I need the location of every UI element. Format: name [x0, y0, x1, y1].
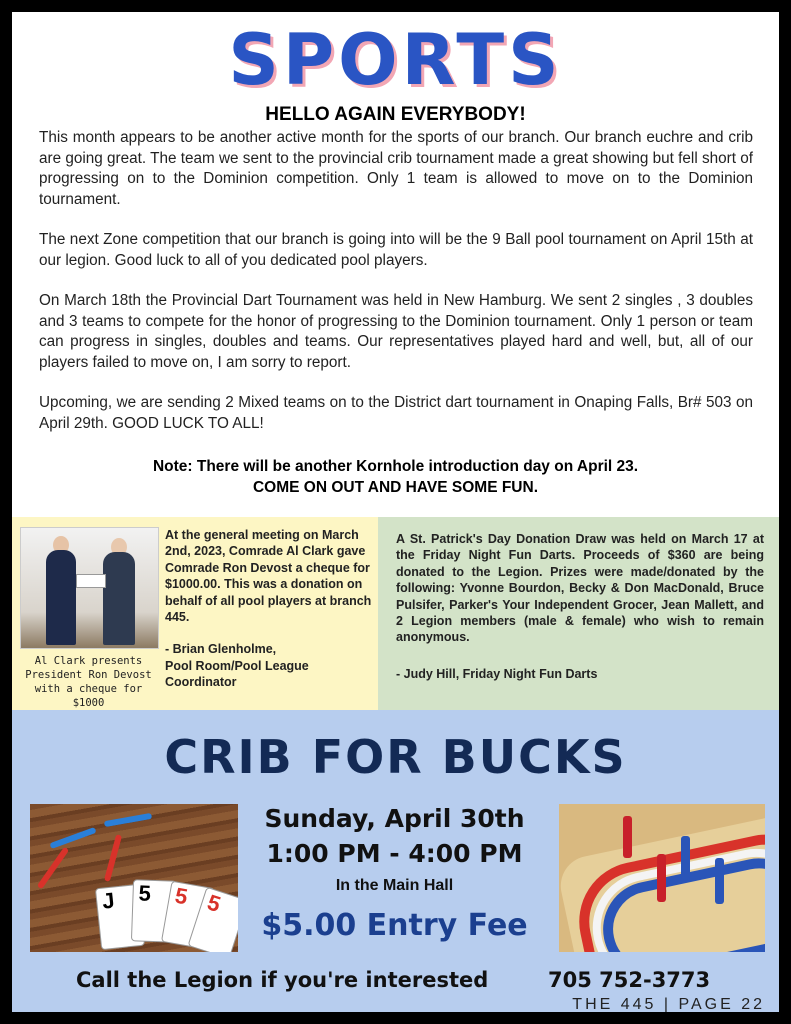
note-line: COME ON OUT AND HAVE SOME FUN.	[252, 479, 539, 496]
crib-event-title: CRIB FOR BUCKS	[164, 730, 627, 784]
article-paragraph: Upcoming, we are sending 2 Mixed teams on to the District dart tournament in Onaping Falls, Br# 503 on April 29th. GOOD LUCK TO ALL!	[39, 394, 753, 432]
signature-name: - Brian Glenholme,	[165, 642, 277, 657]
page-title: SPORTS	[228, 19, 563, 101]
crib-event-panel	[12, 710, 779, 1012]
card-rank: J	[100, 887, 116, 914]
phone-number: 705 752-3773	[548, 968, 711, 992]
pool-donation-text	[165, 527, 373, 691]
peg-icon	[657, 854, 666, 902]
darts-draw-text	[396, 531, 764, 682]
event-date: Sunday, April 30th	[264, 804, 525, 833]
kornhole-note	[12, 456, 779, 498]
greeting-heading: HELLO AGAIN EVERYBODY!	[265, 104, 526, 125]
page-footer: THE 445 | PAGE 22	[572, 996, 765, 1012]
pool-donation-panel	[12, 517, 378, 710]
entry-fee: $5.00 Entry Fee	[261, 908, 528, 943]
peg-icon	[49, 827, 96, 849]
peg-icon	[37, 847, 69, 890]
peg-icon	[104, 834, 122, 882]
cheque-presentation-photo	[20, 527, 159, 649]
crib-cards-image	[30, 804, 238, 952]
event-time: 1:00 PM - 4:00 PM	[266, 839, 523, 868]
photo-caption: Al Clark presents President Ron Devost with a cheque for $1000	[25, 655, 152, 709]
article-paragraph: On March 18th the Provincial Dart Tournament was held in New Hamburg. We sent 2 singles , 3 doubles and 3 teams to compete for the honor of progressing to the Dominion tournament. Only 1 person or team can progress in singles, doubles and teams. Our representatives played hard and well, but, all of our players failed to move on, I am sorry to report.	[39, 292, 753, 371]
person-figure	[46, 550, 76, 645]
draw-description: A St. Patrick's Day Donation Draw was held on March 17 at the Friday Night Fun Darts. Proceeds of $360 are being donated to the Legion. Prizes were made/donated by the following: Yvonne Bourdon, Becky & Don MacDonald, Bruce Pulsifer, Parker's Your Independent Grocer, Jean Mallett, and 2 Legion members (male & female) who wish to remain anonymous.	[396, 532, 764, 645]
donation-description: At the general meeting on March 2nd, 2023, Comrade Al Clark gave Comrade Ron Devost a cheque for $1000.00. This was a donation on behalf of all pool players at branch 445.	[165, 528, 372, 625]
cheque-shape	[76, 574, 106, 588]
peg-icon	[104, 813, 152, 827]
article-paragraph: This month appears to be another active month for the sports of our branch. Our branch euchre and crib are going great. The team we sent to the provincial crib tournament made a great showing but fell short of progressing on to the Dominion competition. Only 1 team is allowed to move on to the Dominion tournament.	[39, 129, 753, 208]
person-figure	[103, 552, 135, 645]
newsletter-page	[12, 12, 779, 1012]
peg-icon	[715, 858, 724, 904]
darts-draw-panel	[378, 517, 779, 710]
note-line: Note: There will be another Kornhole introduction day on April 23.	[152, 458, 639, 475]
cribbage-board-image	[559, 804, 765, 952]
signature-title: Pool Room/Pool League Coordinator	[165, 658, 309, 690]
crib-event-details	[242, 802, 547, 952]
card-rank: 5	[138, 880, 152, 906]
card-rank: 5	[173, 882, 190, 910]
event-location: In the Main Hall	[335, 877, 454, 894]
card-rank: 5	[204, 889, 224, 918]
sports-article	[39, 128, 753, 454]
draw-signature: - Judy Hill, Friday Night Fun Darts	[396, 666, 598, 681]
call-to-action: Call the Legion if you're interested	[76, 968, 489, 992]
article-paragraph: The next Zone competition that our branch is going into will be the 9 Ball pool tournament on April 15th at our legion. Good luck to all of you dedicated pool players.	[39, 231, 753, 269]
peg-icon	[623, 816, 632, 858]
peg-icon	[681, 836, 690, 880]
